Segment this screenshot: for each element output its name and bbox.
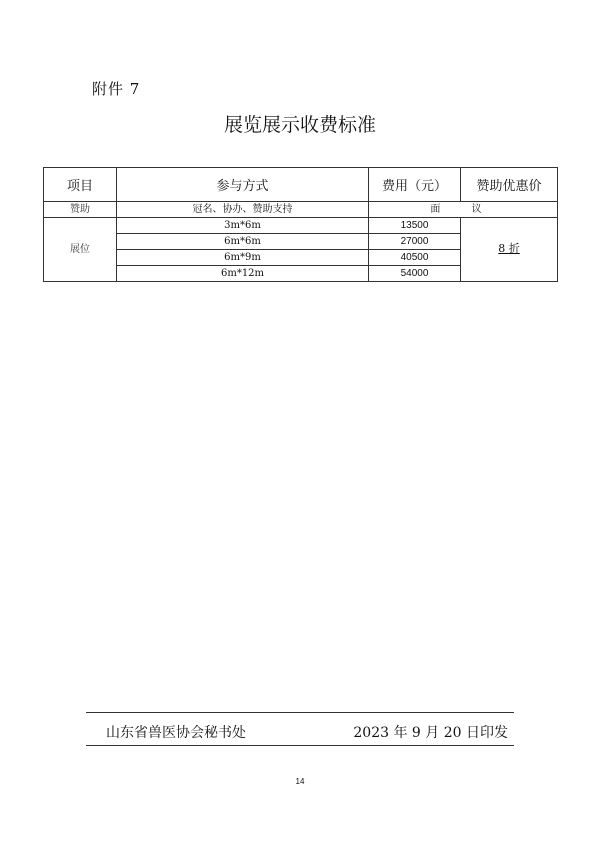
booth-fee: 13500 <box>369 218 461 234</box>
page-number: 14 <box>295 777 305 786</box>
header-fee: 费用（元） <box>369 168 461 202</box>
sponsorship-method: 冠名、协办、赞助支持 <box>117 202 369 218</box>
fee-table <box>43 167 558 282</box>
header-item: 项目 <box>44 168 117 202</box>
sponsorship-fee-text: 面 议 <box>430 203 496 215</box>
table-row <box>44 218 558 234</box>
footer-organization: 山东省兽医协会秘书处 <box>106 725 246 741</box>
sponsorship-item: 赞助 <box>44 202 117 218</box>
attachment-label: 附件 7 <box>92 80 141 98</box>
booth-size: 6m*9m <box>117 250 369 266</box>
table-row <box>44 202 558 218</box>
booth-size: 6m*6m <box>117 234 369 250</box>
booth-size: 6m*12m <box>117 266 369 282</box>
sponsorship-fee <box>369 202 558 218</box>
booth-discount-cell <box>461 218 558 282</box>
footer-top-rule <box>86 712 514 713</box>
header-discount: 赞助优惠价 <box>461 168 558 202</box>
booth-fee: 54000 <box>369 266 461 282</box>
footer-date: 2023 年 9 月 20 日印发 <box>353 725 508 741</box>
booth-fee: 27000 <box>369 234 461 250</box>
booth-item: 展位 <box>44 218 117 282</box>
table-header-row <box>44 168 558 202</box>
header-method: 参与方式 <box>117 168 369 202</box>
booth-discount: 8 折 <box>498 242 520 255</box>
page-title: 展览展示收费标准 <box>223 114 376 136</box>
footer-bottom-rule <box>86 745 514 746</box>
booth-fee: 40500 <box>369 250 461 266</box>
booth-size: 3m*6m <box>117 218 369 234</box>
